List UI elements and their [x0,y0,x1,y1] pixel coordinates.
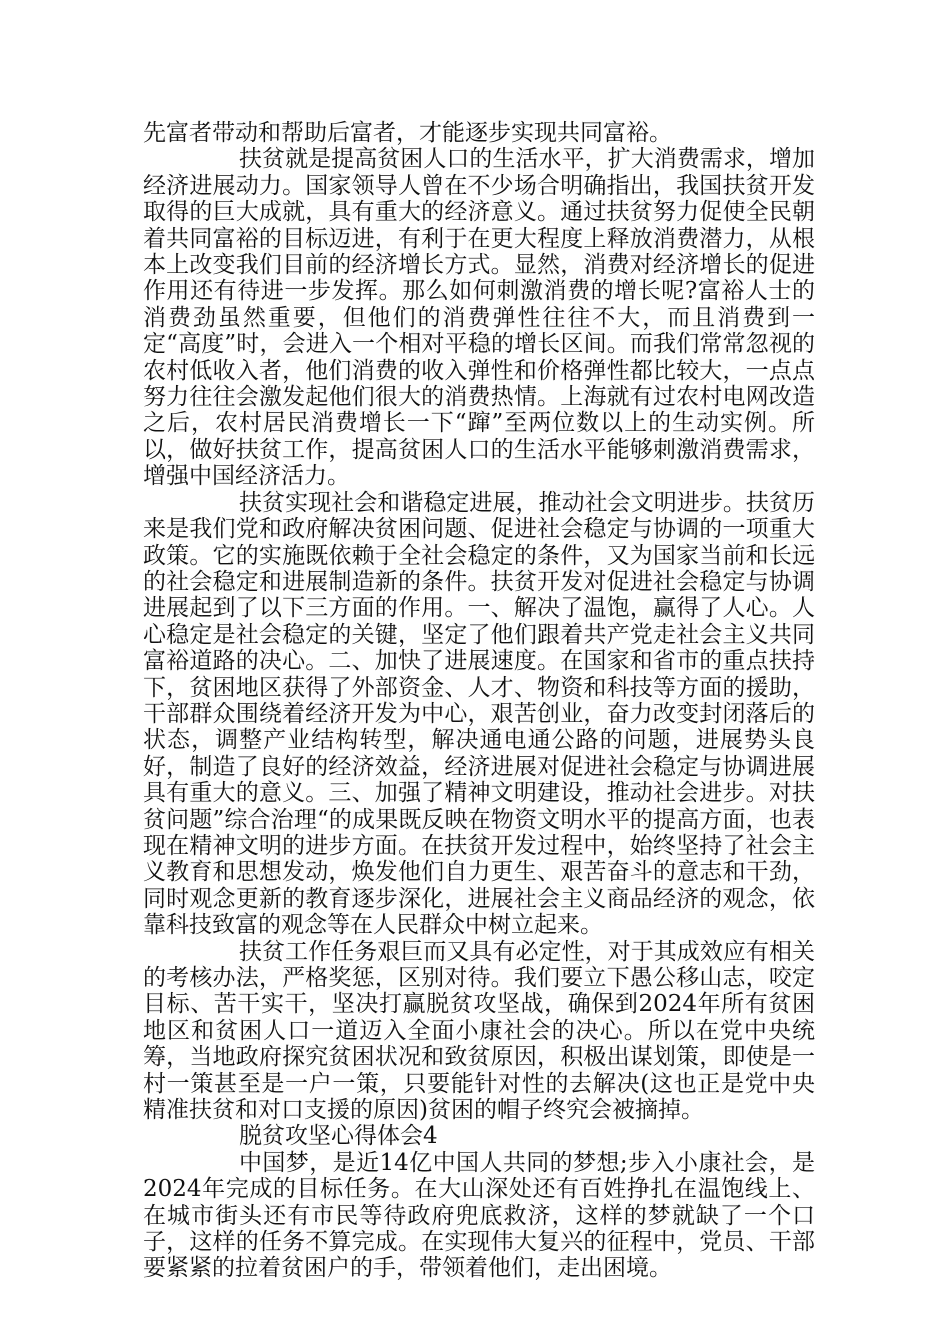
section-heading: 脱贫攻坚心得体会4 [239,1123,438,1150]
paragraph-consumption: 扶贫就是提高贫困人口的生活水平，扩大消费需求，增加经济进展动力。国家领导人曾在不少场合明确指出，我国扶贫开发取得的巨大成就，具有重大的经济意义。通过扶贫努力促使全民朝着共同富裕的目标迈进，有利于在更大程度上释放消费潜力，从根本上改变我们目前的经济增长方式。显然，消费对经济增长的促进作用还有待进一步发挥。那么如何刺激消费的增长呢?富裕人士的消费劲虽然重要，但他们的消费弹性往往不大，而且消费到一定“高度”时，会进入一个相对平稳的增长区间。而我们常常忽视的农村低收入者，他们消费的收入弹性和价格弹性都比较大，一点点努力往往会激发起他们很大的消费热情。上海就有过农村电网改造之后，农村居民消费增长一下“蹿”至两位数以上的生动实例。所以，做好扶贫工作，提高贫困人口的生活水平能够刺激消费需求，增强中国经济活力。 [143,146,815,490]
paragraph-assessment: 扶贫工作任务艰巨而又具有必定性，对于其成效应有相关的考核办法，严格奖惩，区别对待。我们要立下愚公移山志，咬定目标、苦干实干，坚决打赢脱贫攻坚战，确保到2024年所有贫困地区和贫困人口一道迈入全面小康社会的决心。所以在党中央统筹，当地政府探究贫困状况和致贫原因，积极出谋划策，即使是一村一策甚至是一户一策，只要能针对性的去解决(这也正是党中央精准扶贫和对口支援的原因)贫困的帽子终究会被摘掉。 [143,938,815,1124]
paragraph-continuation: 先富者带动和帮助后富者，才能逐步实现共同富裕。 [143,120,672,146]
paragraph-social-stability: 扶贫实现社会和谐稳定进展，推动社会文明进步。扶贫历来是我们党和政府解决贫困问题、促进社会稳定与协调的一项重大政策。它的实施既依赖于全社会稳定的条件，又为国家当前和长远的社会稳定和进展制造新的条件。扶贫开发对促进社会稳定与协调进展起到了以下三方面的作用。一、解决了温饱，赢得了人心。人心稳定是社会稳定的关键，坚定了他们跟着共产党走社会主义共同富裕道路的决心。二、加快了进展速度。在国家和省市的重点扶持下，贫困地区获得了外部资金、人才、物资和科技等方面的援助，干部群众围绕着经济开发为中心，艰苦创业，奋力改变封闭落后的状态，调整产业结构转型，解决通电通公路的问题，进展势头良好，制造了良好的经济效益，经济进展对促进社会稳定与协调进展具有重大的意义。三、加强了精神文明建设，推动社会进步。对扶贫问题”综合治理“的成果既反映在物资文明水平的提高方面，也表现在精神文明的进步方面。在扶贫开发过程中，始终坚持了社会主义教育和思想发动，焕发他们自力更生、艰苦奋斗的意志和干劲，同时观念更新的教育逐步深化，进展社会主义商品经济的观念，依靠科技致富的观念等在人民群众中树立起来。 [143,489,815,939]
document-page [143,120,815,1282]
paragraph-chinese-dream: 中国梦，是近14亿中国人共同的梦想;步入小康社会，是2024年完成的目标任务。在大山深处还有百姓挣扎在温饱线上、在城市街头还有市民等待政府兜底救济，这样的梦就缺了一个口子，这样的任务不算完成。在实现伟大复兴的征程中，党员、干部要紧紧的拉着贫困户的手，带领着他们，走出困境。 [143,1149,815,1282]
